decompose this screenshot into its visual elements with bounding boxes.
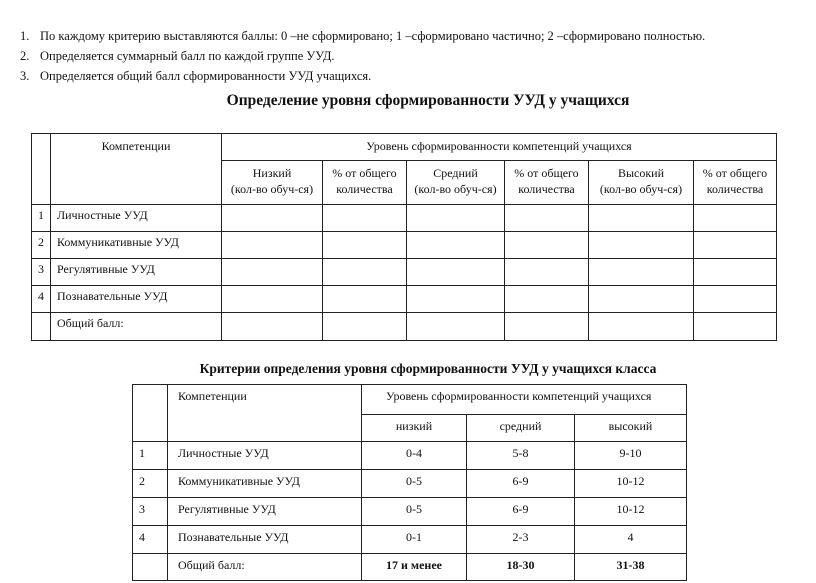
empty-cell	[589, 313, 694, 341]
row-index: 1	[133, 442, 168, 470]
instruction-number: 3.	[20, 69, 30, 83]
row-index: 2	[133, 470, 168, 498]
empty-cell	[222, 205, 323, 232]
empty-cell	[505, 313, 589, 341]
empty-cell	[505, 286, 589, 313]
total-row	[32, 313, 777, 341]
table1-title: Определение уровня сформированности УУД у учащихся	[226, 92, 630, 109]
empty-cell	[589, 259, 694, 286]
empty-cell	[589, 232, 694, 259]
range-mid: 6-9	[467, 498, 575, 526]
table-row	[32, 259, 777, 286]
row-name: Коммуникативные УУД	[51, 232, 222, 259]
range-low: 0-4	[362, 442, 467, 470]
total-label: Общий балл:	[51, 313, 222, 341]
range-mid: 6-9	[467, 470, 575, 498]
range-high: 10-12	[575, 498, 687, 526]
row-name: Регулятивные УУД	[51, 259, 222, 286]
empty-cell	[694, 232, 777, 259]
table-row	[133, 442, 687, 470]
empty-cell	[222, 259, 323, 286]
empty-cell	[505, 259, 589, 286]
row-index: 3	[133, 498, 168, 526]
empty-cell	[694, 259, 777, 286]
empty-cell	[407, 259, 505, 286]
row-name: Познавательные УУД	[168, 526, 362, 554]
subheader-low-count: Низкий (кол-во обуч-ся)	[222, 161, 323, 205]
empty-cell	[407, 313, 505, 341]
total-mid: 18-30	[467, 554, 575, 581]
range-high: 9-10	[575, 442, 687, 470]
row-index: 4	[32, 286, 51, 313]
total-row	[133, 554, 687, 581]
subheader-high: высокий	[575, 415, 687, 442]
range-high: 4	[575, 526, 687, 554]
range-low: 0-5	[362, 470, 467, 498]
empty-cell	[323, 313, 407, 341]
empty-cell	[505, 232, 589, 259]
subheader-low: низкий	[362, 415, 467, 442]
empty-cell	[589, 286, 694, 313]
row-index: 2	[32, 232, 51, 259]
index-header-cell	[133, 385, 168, 442]
empty-cell	[32, 313, 51, 341]
empty-cell	[133, 554, 168, 581]
table-row	[32, 232, 777, 259]
total-label: Общий балл:	[168, 554, 362, 581]
empty-cell	[407, 205, 505, 232]
empty-cell	[694, 205, 777, 232]
subheader-mid-count: Средний (кол-во обуч-ся)	[407, 161, 505, 205]
empty-cell	[505, 205, 589, 232]
empty-cell	[694, 286, 777, 313]
instruction-item	[20, 26, 705, 46]
uud-level-table	[31, 133, 777, 341]
instruction-item	[20, 66, 705, 86]
row-name: Коммуникативные УУД	[168, 470, 362, 498]
row-index: 3	[32, 259, 51, 286]
table-row	[32, 286, 777, 313]
level-header: Уровень сформированности компетенций учащихся	[222, 134, 777, 161]
instruction-number: 2.	[20, 49, 30, 63]
subheader-high-percent: % от общего количества	[694, 161, 777, 205]
empty-cell	[222, 313, 323, 341]
empty-cell	[222, 232, 323, 259]
subheader-high-count: Высокий (кол-во обуч-ся)	[589, 161, 694, 205]
range-low: 0-1	[362, 526, 467, 554]
table2-title: Критерии определения уровня сформированности УУД у учащихся класса	[199, 361, 657, 376]
table-row	[32, 205, 777, 232]
empty-cell	[589, 205, 694, 232]
row-name: Личностные УУД	[51, 205, 222, 232]
range-mid: 5-8	[467, 442, 575, 470]
row-name: Личностные УУД	[168, 442, 362, 470]
competencies-header: Компетенции	[51, 134, 222, 205]
subheader-mid-percent: % от общего количества	[505, 161, 589, 205]
row-index: 1	[32, 205, 51, 232]
range-mid: 2-3	[467, 526, 575, 554]
instruction-text: По каждому критерию выставляются баллы: 0 –не сформировано; 1 –сформировано частично; 2 –сформировано полностью.	[40, 29, 706, 43]
instruction-text: Определяется общий балл сформированности УУД учащихся.	[40, 69, 372, 83]
empty-cell	[323, 259, 407, 286]
table-row	[133, 470, 687, 498]
index-header-cell	[32, 134, 51, 205]
empty-cell	[407, 232, 505, 259]
instructions-list	[20, 26, 705, 86]
total-high: 31-38	[575, 554, 687, 581]
subheader-mid: средний	[467, 415, 575, 442]
total-low: 17 и менее	[362, 554, 467, 581]
instruction-item	[20, 46, 705, 66]
uud-criteria-table	[132, 384, 687, 581]
empty-cell	[323, 205, 407, 232]
row-index: 4	[133, 526, 168, 554]
instruction-number: 1.	[20, 29, 30, 43]
subheader-low-percent: % от общего количества	[323, 161, 407, 205]
empty-cell	[222, 286, 323, 313]
empty-cell	[323, 232, 407, 259]
row-name: Познавательные УУД	[51, 286, 222, 313]
empty-cell	[694, 313, 777, 341]
level-header: Уровень сформированности компетенций учащихся	[362, 385, 687, 415]
competencies-header: Компетенции	[168, 385, 362, 442]
table-row	[133, 526, 687, 554]
table-row	[133, 498, 687, 526]
row-name: Регулятивные УУД	[168, 498, 362, 526]
empty-cell	[323, 286, 407, 313]
empty-cell	[407, 286, 505, 313]
instruction-text: Определяется суммарный балл по каждой группе УУД.	[40, 49, 335, 63]
range-low: 0-5	[362, 498, 467, 526]
range-high: 10-12	[575, 470, 687, 498]
